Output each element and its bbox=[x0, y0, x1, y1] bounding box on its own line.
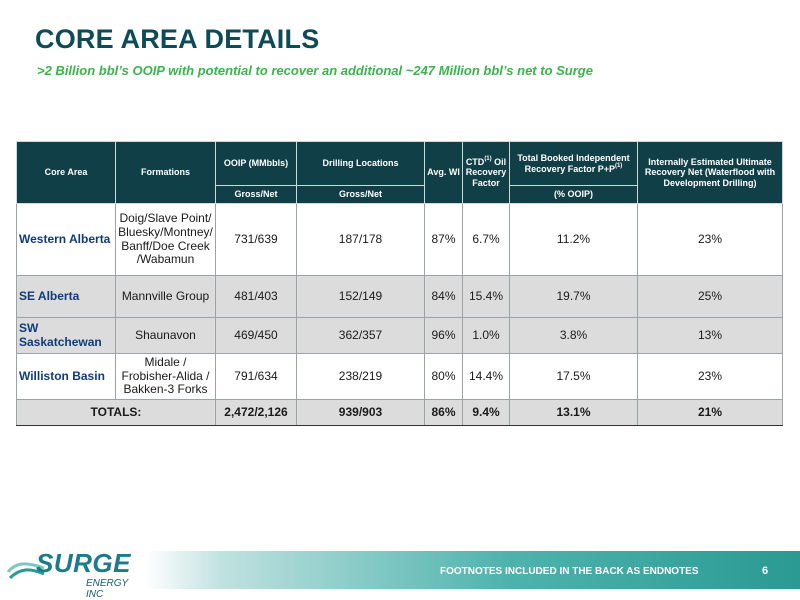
table-header-row bbox=[17, 142, 783, 186]
row-formations: Shaunavon bbox=[116, 318, 216, 354]
header-ctd-sup: (1) bbox=[484, 155, 492, 162]
totals-drilling: 939/903 bbox=[297, 400, 425, 426]
header-booked bbox=[510, 142, 638, 186]
page-number: 6 bbox=[762, 565, 769, 577]
row-drilling: 152/149 bbox=[297, 276, 425, 318]
totals-row bbox=[17, 400, 783, 426]
row-wi: 84% bbox=[425, 276, 463, 318]
header-booked-main: Total Booked Independent Recovery Factor P+P bbox=[517, 153, 630, 174]
totals-booked: 13.1% bbox=[510, 400, 638, 426]
row-drilling: 187/178 bbox=[297, 204, 425, 276]
row-area: Williston Basin bbox=[17, 354, 116, 400]
row-ooip: 731/639 bbox=[216, 204, 297, 276]
header-ooip: OOIP (MMbbls) bbox=[216, 142, 297, 186]
surge-logo bbox=[6, 548, 136, 600]
footnote-text: FOOTNOTES INCLUDED IN THE BACK AS ENDNOTES bbox=[440, 566, 699, 577]
header-internal: Internally Estimated Ultimate Recovery Net (Waterflood with Development Drilling) bbox=[638, 142, 783, 204]
row-area: SW Saskatchewan bbox=[17, 318, 116, 354]
row-internal: 25% bbox=[638, 276, 783, 318]
row-drilling: 238/219 bbox=[297, 354, 425, 400]
row-drilling: 362/357 bbox=[297, 318, 425, 354]
row-ctd: 1.0% bbox=[463, 318, 510, 354]
header-formations: Formations bbox=[116, 142, 216, 204]
subheader-booked: (% OOIP) bbox=[510, 186, 638, 204]
row-booked: 17.5% bbox=[510, 354, 638, 400]
page-title: CORE AREA DETAILS bbox=[35, 24, 320, 54]
row-formations: Mannville Group bbox=[116, 276, 216, 318]
table-row bbox=[17, 318, 783, 354]
table-row bbox=[17, 204, 783, 276]
logo-wordmark: SURGE bbox=[36, 548, 131, 578]
table-row bbox=[17, 276, 783, 318]
row-area: Western Alberta bbox=[17, 204, 116, 276]
row-formations: Doig/Slave Point/ Bluesky/Montney/ Banff/Doe Creek /Wabamun bbox=[116, 204, 216, 276]
row-area: SE Alberta bbox=[17, 276, 116, 318]
row-wi: 96% bbox=[425, 318, 463, 354]
header-drilling: Drilling Locations bbox=[297, 142, 425, 186]
header-ctd-pre: CTD bbox=[465, 156, 485, 167]
header-booked-sup: (1) bbox=[614, 162, 623, 169]
row-ctd: 6.7% bbox=[463, 204, 510, 276]
totals-ctd: 9.4% bbox=[463, 400, 510, 426]
header-ctd bbox=[463, 142, 510, 204]
header-avg-wi: Avg. WI bbox=[425, 142, 463, 204]
row-ooip: 791/634 bbox=[216, 354, 297, 400]
table-row bbox=[17, 354, 783, 400]
row-formations: Midale / Frobisher-Alida / Bakken-3 Forks bbox=[116, 354, 216, 400]
header-core-area: Core Area bbox=[17, 142, 116, 204]
subheader-drilling: Gross/Net bbox=[297, 186, 425, 204]
row-ctd: 14.4% bbox=[463, 354, 510, 400]
core-area-table bbox=[16, 141, 783, 426]
row-wi: 80% bbox=[425, 354, 463, 400]
totals-ooip: 2,472/2,126 bbox=[216, 400, 297, 426]
row-ooip: 469/450 bbox=[216, 318, 297, 354]
row-internal: 23% bbox=[638, 204, 783, 276]
totals-internal: 21% bbox=[638, 400, 783, 426]
row-internal: 13% bbox=[638, 318, 783, 354]
row-ctd: 15.4% bbox=[463, 276, 510, 318]
page-subtitle: >2 Billion bbl’s OOIP with potential to recover an additional ~247 Million bbl’s net to Surge bbox=[37, 63, 593, 78]
totals-label: TOTALS: bbox=[17, 400, 216, 426]
row-booked: 3.8% bbox=[510, 318, 638, 354]
row-ooip: 481/403 bbox=[216, 276, 297, 318]
row-booked: 11.2% bbox=[510, 204, 638, 276]
header-ctd-post: Oil Recovery Factor bbox=[465, 156, 507, 188]
totals-wi: 86% bbox=[425, 400, 463, 426]
subheader-ooip: Gross/Net bbox=[216, 186, 297, 204]
row-internal: 23% bbox=[638, 354, 783, 400]
row-wi: 87% bbox=[425, 204, 463, 276]
row-booked: 19.7% bbox=[510, 276, 638, 318]
logo-subtext: ENERGY INC bbox=[86, 578, 129, 600]
